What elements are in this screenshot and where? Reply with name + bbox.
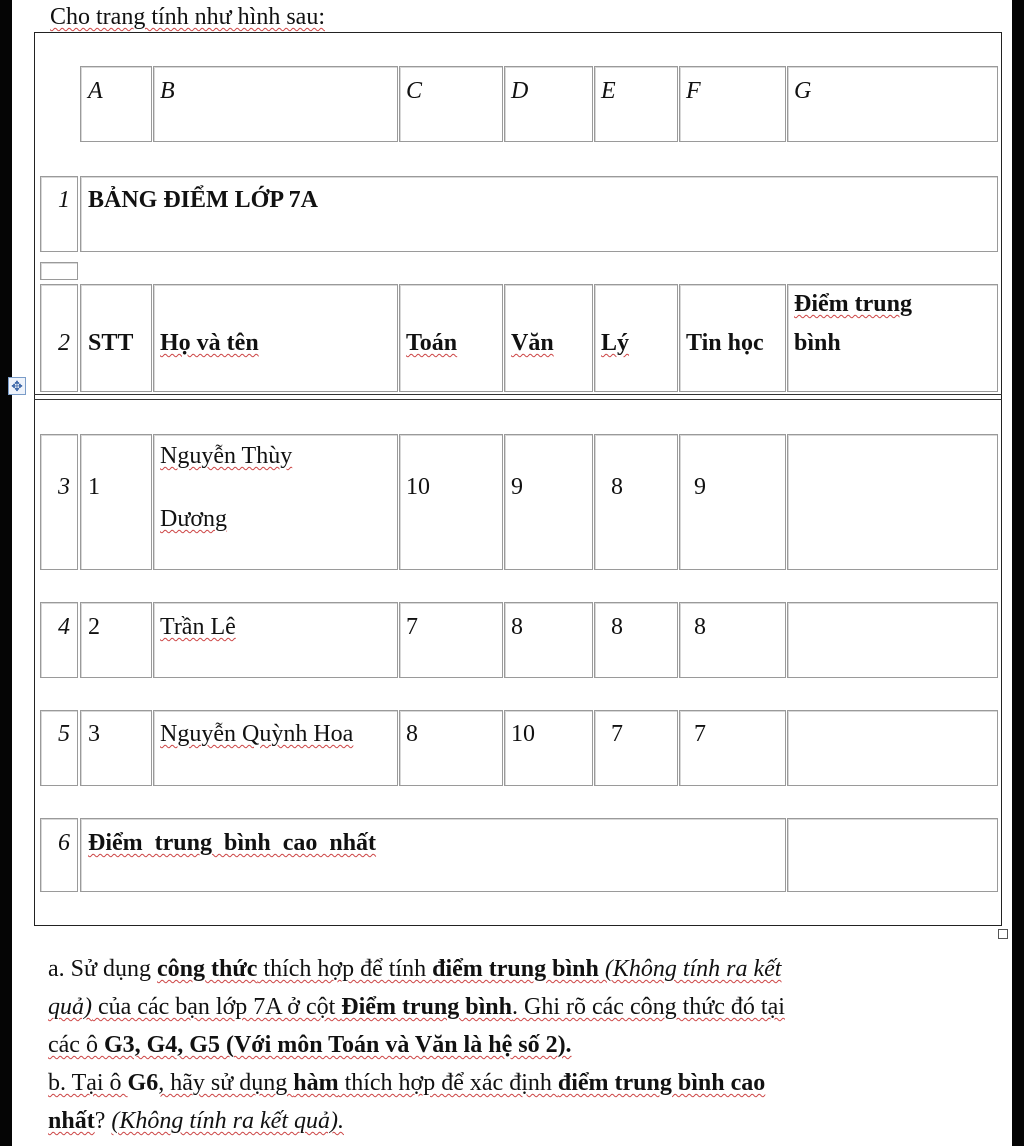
q-a2-s1: của các bạn lớp 7A ở cột bbox=[92, 994, 342, 1020]
table-move-handle-icon[interactable]: ✥ bbox=[8, 377, 26, 395]
q-a2-s2: Điểm trung bình bbox=[341, 994, 512, 1020]
row-3-tin-cell[interactable] bbox=[679, 434, 786, 570]
question-a-line-1 bbox=[48, 956, 781, 983]
q-b2-s0: nhất bbox=[48, 1108, 95, 1134]
header-dtb-line1: Điểm trung bbox=[794, 291, 912, 317]
table-divider bbox=[34, 394, 1002, 400]
q-a1-s0: a. Sử dụng bbox=[48, 956, 158, 982]
q-a2-s0: quả) bbox=[48, 994, 92, 1020]
q-b2-s1: ? bbox=[94, 1108, 112, 1134]
q-a1-s2: thích hợp để tính bbox=[257, 956, 433, 982]
q-a1-s3: điểm trung bình bbox=[432, 956, 599, 982]
q-a2-s3: . Ghi rõ các công thức đó tại bbox=[512, 994, 785, 1020]
col-header-d-label: D bbox=[511, 78, 529, 104]
q-b1-s0: b. Tại ô bbox=[48, 1070, 128, 1096]
row-4-tin: 8 bbox=[694, 614, 706, 640]
col-header-g-label: G bbox=[794, 78, 812, 104]
row-5-ly: 7 bbox=[611, 721, 623, 747]
q-a3-s0: các ô bbox=[48, 1032, 104, 1058]
row-6-label: Điểm trung bình cao nhất bbox=[88, 830, 377, 856]
row-3-van: 9 bbox=[511, 474, 523, 500]
row-3-van-cell[interactable] bbox=[504, 434, 593, 570]
col-header-g[interactable] bbox=[787, 66, 998, 142]
col-header-e-label: E bbox=[601, 78, 616, 104]
row-3-number-cell[interactable] bbox=[40, 434, 78, 570]
intro-text: Cho trang tính như hình sau: bbox=[50, 4, 325, 30]
header-stt: STT bbox=[88, 330, 134, 356]
row-4-dtb-cell[interactable] bbox=[787, 602, 998, 678]
right-window-edge bbox=[1012, 0, 1024, 1146]
q-b1-s5: điểm trung bình cao bbox=[557, 1070, 766, 1096]
col-header-c-label: C bbox=[406, 78, 423, 104]
question-a-line-3 bbox=[48, 1032, 572, 1059]
row-5-dtb-cell[interactable] bbox=[787, 710, 998, 786]
row-gap-marker bbox=[40, 262, 78, 280]
header-name: Họ và tên bbox=[160, 330, 259, 356]
col-header-f-label: F bbox=[686, 78, 701, 104]
table-title: BẢNG ĐIỂM LỚP 7A bbox=[88, 187, 319, 213]
row-5-number: 5 bbox=[58, 721, 70, 747]
row-4-toan: 7 bbox=[406, 614, 418, 640]
row-5-toan: 8 bbox=[406, 721, 418, 747]
row-3-toan-cell[interactable] bbox=[399, 434, 503, 570]
row-5-van: 10 bbox=[511, 721, 535, 747]
col-header-b[interactable] bbox=[153, 66, 398, 142]
left-window-edge bbox=[0, 0, 12, 1146]
col-header-b-label: B bbox=[160, 78, 175, 104]
row-4-ly: 8 bbox=[611, 614, 623, 640]
q-b1-s3: hàm bbox=[293, 1070, 339, 1096]
q-b1-s1: G6 bbox=[127, 1070, 159, 1096]
q-b2-s2: (Không tính ra kết quả). bbox=[111, 1108, 344, 1134]
row-5-ly-cell[interactable] bbox=[594, 710, 678, 786]
row-5-tin: 7 bbox=[694, 721, 706, 747]
header-tin: Tin học bbox=[686, 330, 764, 356]
row-3-ly-cell[interactable] bbox=[594, 434, 678, 570]
row-4-number: 4 bbox=[58, 614, 70, 640]
col-header-a-label: A bbox=[88, 78, 103, 104]
row-4-ly-cell[interactable] bbox=[594, 602, 678, 678]
q-a3-s1: G3, G4, G5 (Với môn Toán và Văn là hệ số 2). bbox=[103, 1032, 572, 1058]
row-5-name: Nguyễn Quỳnh Hoa bbox=[160, 721, 354, 747]
row-5-stt: 3 bbox=[88, 721, 100, 747]
row-3-ly: 8 bbox=[611, 474, 623, 500]
question-b-line-1 bbox=[48, 1070, 765, 1097]
row-3-stt-cell[interactable] bbox=[80, 434, 152, 570]
header-van: Văn bbox=[511, 330, 554, 356]
q-b1-s2: , hãy sử dụng bbox=[158, 1070, 294, 1096]
row-3-dtb-cell[interactable] bbox=[787, 434, 998, 570]
row-3-number: 3 bbox=[58, 474, 70, 500]
row-3-name-line2: Dương bbox=[160, 506, 228, 532]
row-4-van: 8 bbox=[511, 614, 523, 640]
q-b1-s4: thích hợp để xác định bbox=[338, 1070, 558, 1096]
header-ly: Lý bbox=[601, 330, 630, 356]
row-3-toan: 10 bbox=[406, 474, 430, 500]
row-1-number: 1 bbox=[58, 187, 70, 213]
row-3-stt: 1 bbox=[88, 474, 100, 500]
q-a1-s1: công thức bbox=[157, 956, 258, 982]
question-a-line-2 bbox=[48, 994, 785, 1021]
row-6-number: 6 bbox=[58, 830, 70, 856]
row-3-name-line1: Nguyễn Thùy bbox=[160, 443, 293, 469]
q-a1-s4: (Không tính ra kết bbox=[598, 956, 782, 982]
row-4-stt: 2 bbox=[88, 614, 100, 640]
table-resize-handle[interactable] bbox=[998, 929, 1008, 939]
row-2-number: 2 bbox=[58, 330, 70, 356]
header-dtb-line2: bình bbox=[794, 330, 841, 356]
row-3-tin: 9 bbox=[694, 474, 706, 500]
row-6-value-cell[interactable] bbox=[787, 818, 998, 892]
header-toan: Toán bbox=[406, 330, 458, 356]
row-4-name: Trần Lê bbox=[160, 614, 236, 640]
question-b-line-2 bbox=[48, 1108, 344, 1135]
